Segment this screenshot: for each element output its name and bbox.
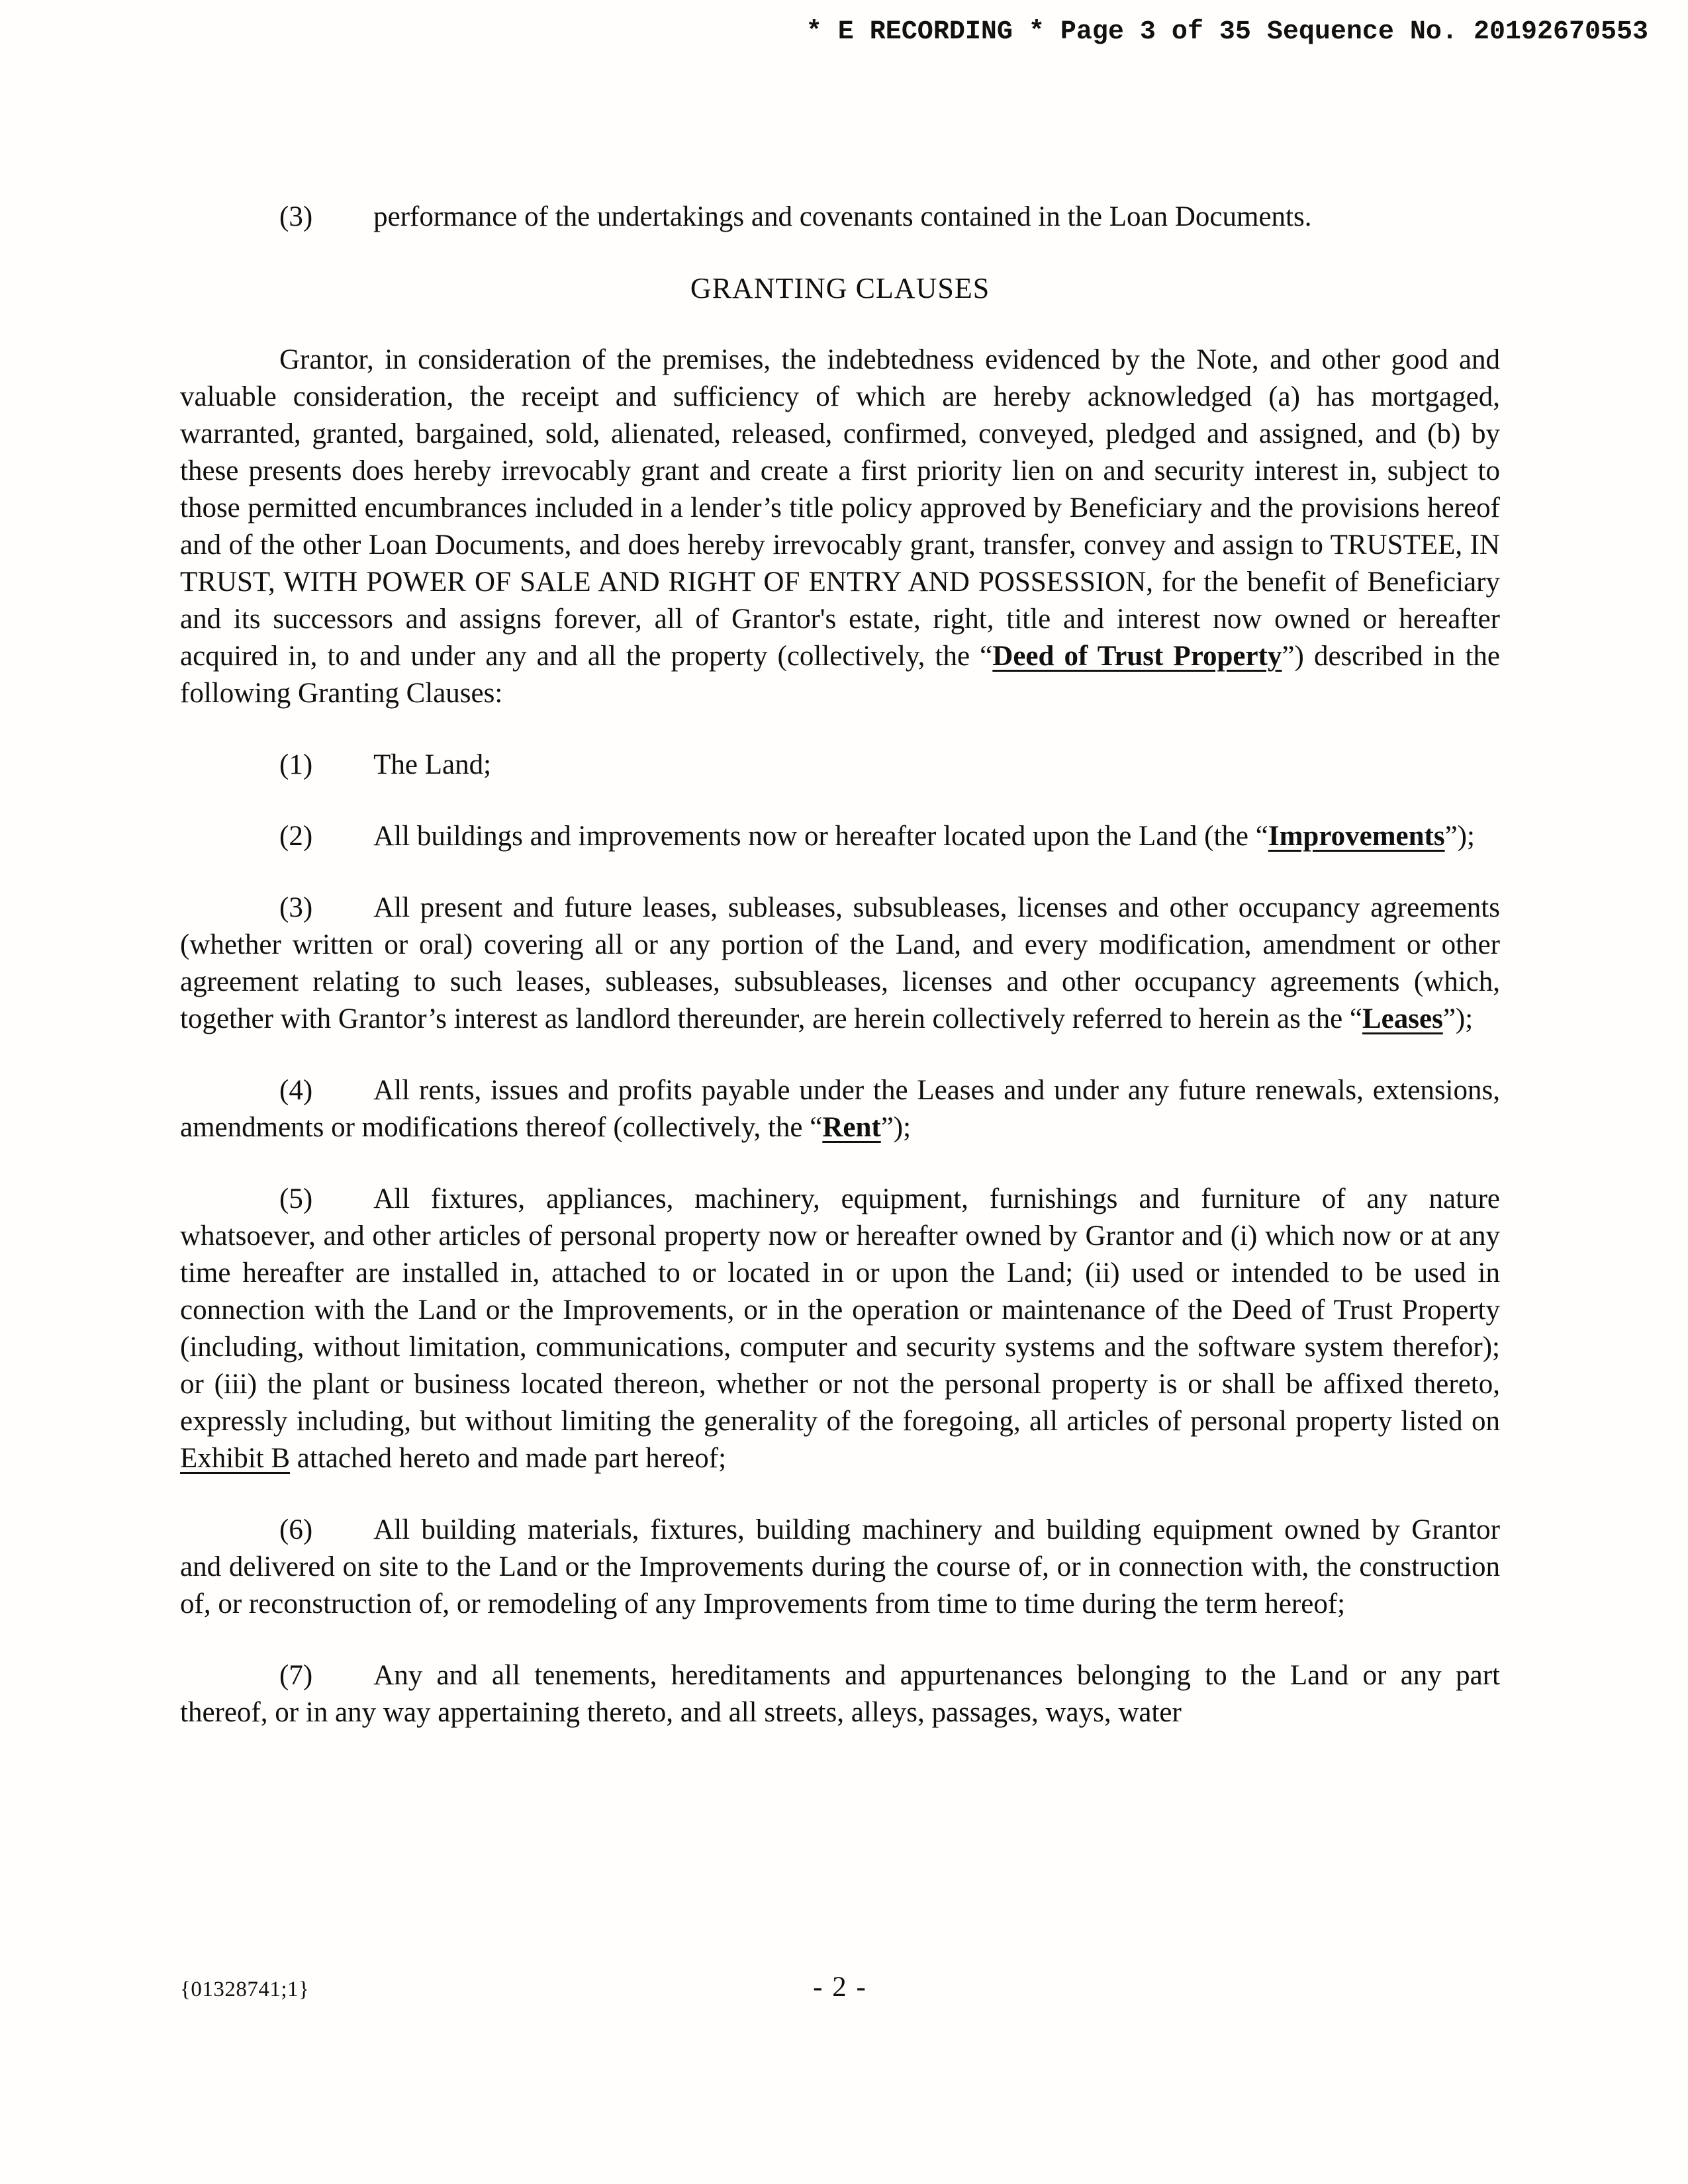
page-footer: [180, 1971, 1500, 2003]
granting-clause: [180, 1072, 1500, 1146]
clause-number: (7): [279, 1660, 313, 1691]
text-segment: performance of the undertakings and covenants contained in the Loan Documents.: [373, 201, 1312, 232]
text-segment: attached hereto and made part hereof;: [290, 1443, 727, 1474]
intro-clause: [180, 199, 1500, 236]
text-segment: ”) described in the following Granting Clauses:: [180, 641, 1501, 709]
granting-clause: [180, 747, 1500, 784]
clause-text: [180, 1183, 1500, 1474]
recording-stamp-header: * E RECORDING * Page 3 of 35 Sequence No. 20192670553: [806, 17, 1648, 47]
granting-paragraph: [180, 341, 1500, 712]
clause-text: [180, 1660, 1500, 1728]
granting-clause: [180, 818, 1500, 855]
text-segment: Exhibit B: [180, 1443, 291, 1474]
clause-number: (6): [279, 1514, 313, 1545]
text-segment: Any and all tenements, hereditaments and appurtenances belonging to the Land or any part thereof, or in any way appertaining thereto, and all streets, alleys, passages, ways, water: [180, 1660, 1500, 1728]
clause-number: (2): [279, 821, 313, 852]
clause-number: (3): [279, 892, 313, 923]
text-segment: Leases: [1362, 1003, 1443, 1034]
text-segment: All building materials, fixtures, building machinery and building equipment owned by Grantor and delivered on site to the Land or the Improvements during the course of, or in connection with, the construction of, or reconstruction of, or remodeling of any Improvements from time to time during the term hereof;: [180, 1514, 1500, 1619]
clause-text: [180, 892, 1500, 1034]
text-segment: All present and future leases, subleases, subsubleases, licenses and other occupancy agreements (whether written or oral) covering all or any portion of the Land, and every modification, amendment or other agreement relating to such leases, subleases, subsubleases, licenses and other occupancy agreements (which, together with Grantor’s interest as landlord thereunder, are herein collectively referred to herein as the “: [180, 892, 1500, 1034]
text-segment: Deed of Trust Property: [992, 641, 1282, 672]
granting-clause: [180, 889, 1500, 1038]
granting-clause: [180, 1512, 1500, 1623]
text-segment: ”);: [1442, 1003, 1474, 1034]
granting-clauses-list: [180, 747, 1500, 1731]
text-segment: Rent: [822, 1112, 881, 1143]
clause-number: (4): [279, 1075, 313, 1106]
section-heading: GRANTING CLAUSES: [690, 272, 990, 304]
granting-clause: [180, 1657, 1500, 1731]
text-segment: All buildings and improvements now or hereafter located upon the Land (the “: [373, 821, 1268, 852]
clause-text: [373, 821, 1475, 852]
clause-number: (1): [279, 749, 313, 780]
intro-clause-text: [373, 201, 1311, 232]
intro-clause-number: (3): [279, 201, 313, 232]
granting-clause: [180, 1181, 1500, 1477]
clause-text: [180, 1514, 1500, 1619]
clause-number: (5): [279, 1183, 313, 1214]
page-number: - 2 -: [813, 1972, 867, 2003]
text-segment: All fixtures, appliances, machinery, equipment, furnishings and furniture of any nature whatsoever, and other articles of personal property now or hereafter owned by Grantor and (i) which now or at any time hereafter are installed in, attached to or located in or upon the Land; (ii) used or intended to be used in connection with the Land or the Improvements, or in the operation or maintenance of the Deed of Trust Property (including, without limitation, communications, computer and security systems and the software system therefor); or (iii) the plant or business located thereon, whether or not the personal property is or shall be affixed thereto, expressly including, but without limiting the generality of the foregoing, all articles of personal property listed on: [180, 1183, 1500, 1437]
clause-text: [180, 1075, 1500, 1143]
clause-text: [373, 749, 491, 780]
text-segment: ”);: [1444, 821, 1475, 852]
document-body: [180, 199, 1500, 1766]
text-segment: Improvements: [1268, 821, 1445, 852]
text-segment: The Land;: [373, 749, 492, 780]
text-segment: ”);: [880, 1112, 912, 1143]
text-segment: Grantor, in consideration of the premises, the indebtedness evidenced by the Note, and other good and valuable consideration, the receipt and sufficiency of which are hereby acknowledged (a) has mortgaged, warranted, granted, bargained, sold, alienated, released, confirmed, conveyed, pledged and assigned, and (b) by these presents does hereby irrevocably grant and create a first priority lien on and security interest in, subject to those permitted encumbrances included in a lender’s title policy approved by Beneficiary and the provisions hereof and of the other Loan Documents, and does hereby irrevocably grant, transfer, convey and assign to TRUSTEE, IN TRUST, WITH POWER OF SALE AND RIGHT OF ENTRY AND POSSESSION, for the benefit of Beneficiary and its successors and assigns forever, all of Grantor's estate, right, title and interest now owned or hereafter acquired in, to and under any and all the property (collectively, the “: [180, 344, 1500, 672]
text-segment: All rents, issues and profits payable under the Leases and under any future renewals, extensions, amendments or modifications thereof (collectively, the “: [180, 1075, 1500, 1143]
document-id-stamp: {01328741;1}: [180, 1978, 310, 2001]
